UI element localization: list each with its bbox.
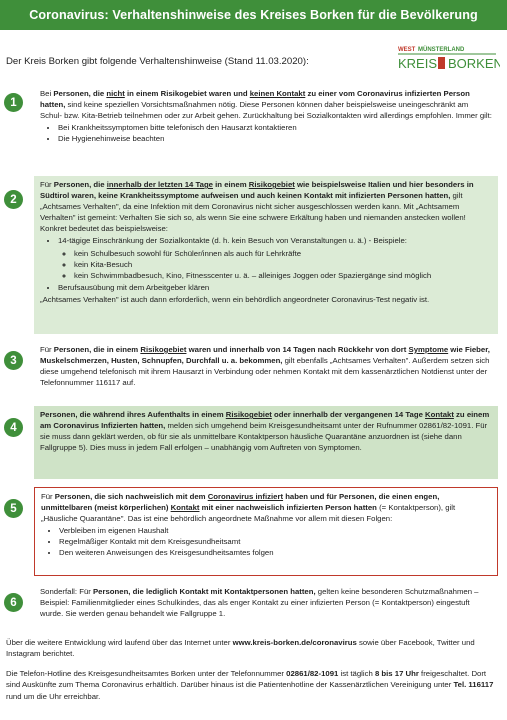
list-item: • Die Hygienehinweise beachten [58, 133, 492, 144]
section-5-bullets [41, 525, 491, 558]
logo-muensterland: MÜNSTERLAND [418, 47, 465, 53]
section-3-box [34, 341, 498, 399]
section-number-badge: 4 [4, 418, 23, 437]
section-1-text: Bei Personen, die nicht in einem Risikogebiet waren und keinen Kontakt zu einer vom Coronavirus infizierten Person hatten, sind keine speziellen Vorsichtsmaßnahmen nötig. Diese Personen können daher beispielsweise uneingeschränkt am Schul- bzw. Kita-Betrieb teilnehmen oder zur Arbeit gehen. Zurückhaltung bei Sozialkontakten wird allerdings empfohlen. Immer gilt: [40, 89, 492, 121]
patient-hotline-number: Tel. 116117 [453, 680, 494, 690]
section-6-text: Sonderfall: Für Personen, die lediglich Kontakt mit Kontaktpersonen hatten, gelten keine besonderen Schutzmaßnahmen – Beispiel: Familienmitglieder eines Schulkindes, das als enger Kontakt zu einer infizierten Person (= Kontaktperson) eingestuft wurde. Sie werden genau behandelt wie Fallgruppe 1. [40, 587, 479, 619]
section-6-box [34, 583, 498, 629]
list-item: • Den weiteren Anweisungen des Kreisgesundheitsamtes folgen [59, 547, 491, 558]
section-number-badge: 6 [4, 593, 23, 612]
footer-paragraph-1: Über die weitere Entwicklung wird laufend über das Internet unter www.kreis-borken.de/coronavirus sowie über Facebook, Twitter und Instagram berichtet. [6, 638, 475, 659]
list-item: ◦ kein Schwimmbadbesuch, Kino, Fitnesscenter u. ä. – alleiniges Joggen oder Spaziergänge sind möglich [74, 270, 492, 281]
page-banner [0, 0, 507, 30]
section-number-badge: 3 [4, 351, 23, 370]
section-2-box [34, 176, 498, 334]
list-item: • 14-tägige Einschränkung der Sozialkontakte (d. h. kein Besuch von Veranstaltungen u. ä.) - Beispiele: ◦ kein Schulbesuch sowohl für Schüler/innen als auch für Lehrkräfte ◦ kein Kita-Besuch ◦ kein Schwimmbadbesuch, Kino, Fitnesscenter u. ä. – alleiniges Joggen oder Spaziergänge sind möglich [58, 235, 492, 280]
logo-west: WEST [398, 47, 416, 53]
list-item: • Regelmäßiger Kontakt mit dem Kreisgesundheitsamt [59, 536, 491, 547]
section-2-text: Für Personen, die innerhalb der letzten 14 Tage in einem Risikogebiet wie beispielsweise Italien und hier besonders in Südtirol waren, keine Krankheitssymptome aufweisen und auch keinen Kontakt mit infizierten Personen hatten, gilt „Achtsames Verhalten", da eine Infektion mit dem Coronavirus nicht sicher ausgeschlossen werden kann. Mit „Achtsamem Verhalten" ist gemeint: Verhalten Sie sich so, als wenn Sie eine schwere Erkältung haben und niemanden anstecken wollen! Konkret bedeutet das beispielsweise: [40, 180, 474, 234]
kreis-borken-logo [396, 40, 500, 74]
section-number-badge: 5 [4, 499, 23, 518]
section-number-badge: 2 [4, 190, 23, 209]
logo-borken: BORKEN [448, 56, 500, 71]
section-2-note: „Achtsames Verhalten" ist auch dann erforderlich, wenn ein behördlich angeordneter Coronavirus-Test negativ ist. [40, 294, 430, 304]
logo-graphic [396, 40, 500, 74]
footer-paragraph-2: Die Telefon-Hotline des Kreisgesundheitsamtes Borken unter der Telefonnummer 02861/82-1091 ist täglich 8 bis 17 Uhr freigeschaltet. Dort sind Auskünfte zum Thema Coronavirus erhältlich. Darüber hinaus ist die Patientenhotline der Kassenärztlichen Vereinigung unter Tel. 116117 rund um die Uhr erreichbar. [6, 669, 494, 701]
section-3-text: Für Personen, die in einem Risikogebiet waren und innerhalb von 14 Tagen nach Rückkehr von dort Symptome wie Fieber, Muskelschmerzen, Husten, Schnupfen, Durchfall u. a. bekommen, gilt ebenfalls „Achtsames Verhalten". Außerdem setzen sich diese umgehend telefonisch mit ihrem Hausarzt in Verbindung oder nehmen Kontakt mit dem kassenärztlichen Notdienst unter der Telefonnummer 116117 auf. [40, 345, 490, 388]
website-link[interactable]: www.kreis-borken.de/coronavirus [232, 638, 357, 647]
list-item: • Bei Krankheitssymptomen bitte telefonisch den Hausarzt kontaktieren [58, 122, 492, 133]
page-title: Coronavirus: Verhaltenshinweise des Kreises Borken für die Bevölkerung [29, 8, 478, 22]
section-4-text: Personen, die während ihres Aufenthalts in einem Risikogebiet oder innerhalb der vergangenen 14 Tage Kontakt zu einem am Coronavirus Infizierten hatten, melden sich umgehend beim Kreisgesundheitsamt unter der Rufnummer 02861/82-1091. Für sie muss dann geklärt werden, ob für sie als unmittelbare Kontaktperson häusliche Quarantäne anzuordnen ist (siehe dann Fallgruppe 5). Dies muss in jedem Fall erfolgen – unabhängig vom Auftreten von Symptomen. [40, 410, 490, 453]
list-item: ◦ kein Kita-Besuch [74, 259, 492, 270]
section-4-box [34, 406, 498, 479]
section-2-bullets [40, 235, 492, 292]
hotline-hours: 8 bis 17 Uhr [374, 669, 419, 678]
section-5-text: Für Personen, die sich nachweislich mit dem Coronavirus infiziert haben und für Personen, die einen engen, unmittelbaren (meist körperlichen) Kontakt mit einer nachweislich infizierten Person hatten (= Kontaktperson), gilt „Häusliche Quarantäne". Das ist eine behördlich angeordnete Maßnahme vor allem mit diesen Folgen: [41, 492, 456, 524]
intro-text: Der Kreis Borken gibt folgende Verhaltenshinweise (Stand 11.03.2020): [6, 56, 309, 67]
list-item: • Verbleiben im eigenen Haushalt [59, 525, 491, 536]
section-1-bullets [40, 122, 492, 144]
section-2-subbullets [58, 248, 492, 281]
logo-kreis: KREIS [398, 56, 438, 71]
list-item: ◦ kein Schulbesuch sowohl für Schüler/innen als auch für Lehrkräfte [74, 248, 492, 259]
section-5-box [34, 487, 498, 576]
section-1-box [34, 85, 498, 169]
hotline-number: 02861/82-1091 [286, 669, 339, 678]
list-item: • Berufsausübung mit dem Arbeitgeber klären [58, 282, 492, 293]
section-number-badge: 1 [4, 93, 23, 112]
